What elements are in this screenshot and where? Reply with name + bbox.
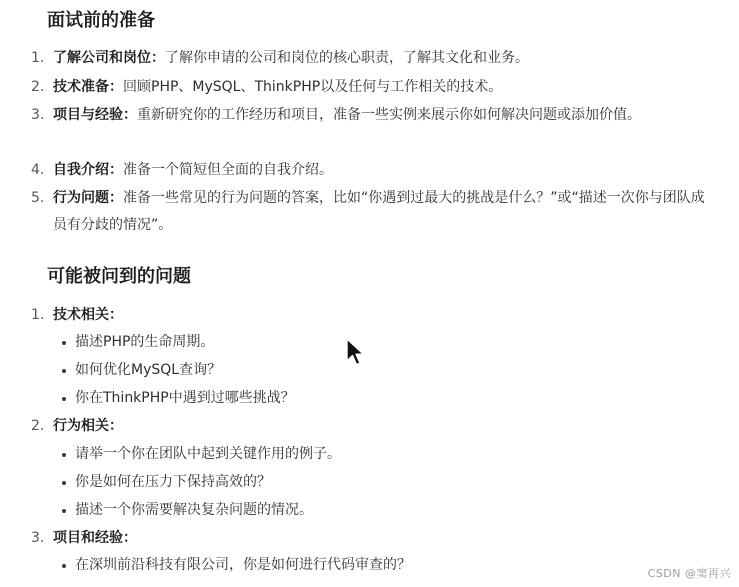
item-label: 自我介绍： [53,162,123,178]
list-number: 4. [31,162,45,178]
item-description: 重新研究你的工作经历和项目，准备一些实例来展示你如何解决问题或添加价值。 [137,107,641,123]
bullet-text: 在深圳前沿科技有限公司，你是如何进行代码审查的？ [75,557,411,573]
group-label: 项目和经验： [53,530,137,546]
bullet-dot [62,564,66,568]
bullet-text: 你在ThinkPHP中遇到过哪些挑战？ [75,390,295,406]
item-description: 了解你申请的公司和岗位的核心职责，了解其文化和业务。 [165,50,529,66]
item-label: 了解公司和岗位： [53,50,165,66]
list-number: 2. [31,79,45,95]
list-number: 3. [31,530,45,546]
section-title-preparation: 面试前的准备 [47,10,155,31]
bullet-dot [62,453,66,457]
bullet-text: 描述PHP的生命周期。 [75,334,215,350]
bullet-dot [62,341,66,345]
bullet-text: 描述一个你需要解决复杂问题的情况。 [75,502,313,518]
mouse-pointer-icon [345,337,365,367]
group-label: 技术相关： [53,307,123,323]
bullet-dot [62,369,66,373]
watermark: CSDN @窦再兴 [647,567,731,580]
bullet-dot [62,397,66,401]
list-number: 3. [31,107,45,123]
item-label: 项目与经验： [53,107,137,123]
list-number: 1. [31,50,45,66]
item-description: 准备一些常见的行为问题的答案，比如“你遇到过最大的挑战是什么？”或“描述一次你与团队成员有分歧的情况”。 [53,190,705,233]
list-number: 5. [31,190,45,206]
section-title-questions: 可能被问到的问题 [47,266,191,287]
bullet-text: 你是如何在压力下保持高效的？ [75,474,271,490]
item-label: 技术准备： [53,79,123,95]
bullet-text: 请举一个你在团队中起到关键作用的例子。 [75,446,341,462]
item-description: 准备一个简短但全面的自我介绍。 [123,162,333,178]
bullet-text: 如何优化MySQL查询？ [75,362,222,378]
group-label: 行为相关： [53,418,123,434]
item-description: 回顾PHP、MySQL、ThinkPHP以及任何与工作相关的技术。 [123,79,503,95]
item-label: 行为问题： [53,190,123,206]
list-number: 2. [31,418,45,434]
bullet-dot [62,509,66,513]
bullet-dot [62,481,66,485]
list-number: 1. [31,307,45,323]
